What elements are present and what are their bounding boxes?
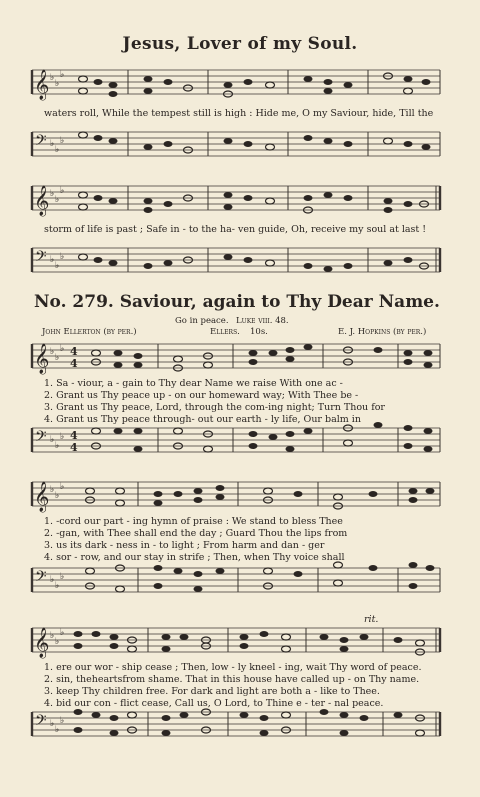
svg-text:♭: ♭ [50, 631, 55, 641]
svg-text:𝄢: 𝄢 [35, 248, 47, 269]
svg-text:♭: ♭ [60, 482, 65, 492]
svg-text:♭: ♭ [50, 719, 55, 729]
svg-text:𝄢: 𝄢 [35, 568, 47, 589]
author-credit: John Ellerton (by per.) [42, 327, 137, 337]
svg-text:𝄞: 𝄞 [34, 482, 50, 512]
svg-text:♭: ♭ [60, 344, 65, 354]
staff-hymn1-system2-treble [28, 182, 448, 222]
staff-hymn1-system2-bass [28, 242, 448, 282]
verse-1-system-1: 1. Sa - viour, a - gain to Thy dear Name we raise With one ac - [44, 378, 343, 389]
svg-text:♭: ♭ [55, 353, 60, 363]
hymn1-lyric-line-1: waters roll, While the tempest still is high : Hide me, O my Saviour, hide, Till the [44, 108, 434, 119]
svg-text:𝄞: 𝄞 [34, 628, 50, 658]
verse-2-system-2: 2. -gan, with Thee shall end the day ; Guard Thou the lips from [44, 528, 348, 539]
svg-text:4: 4 [70, 357, 78, 370]
svg-text:♭: ♭ [55, 637, 60, 647]
staff-hymn2-system2-bass [28, 562, 448, 604]
hymn1-lyric-line-2: storm of life is past ; Safe in - to the ha- ven guide, Oh, receive my soul at last ! [44, 224, 427, 235]
svg-text:♭: ♭ [50, 255, 55, 265]
svg-text:𝄢: 𝄢 [35, 132, 47, 153]
svg-text:♭: ♭ [55, 491, 60, 501]
svg-text:♭: ♭ [55, 195, 60, 205]
verse-3-system-3: 3. keep Thy children free. For dark and light are both a - like to Thee. [44, 686, 380, 697]
svg-text:♭: ♭ [60, 716, 65, 726]
svg-text:♭: ♭ [60, 252, 65, 262]
staff-hymn2-system1-treble [28, 340, 448, 380]
svg-text:♭: ♭ [55, 441, 60, 451]
verse-4-system-2: 4. sor - row, and our stay in strife ; Then, when Thy voice shall [44, 552, 345, 563]
verse-3-system-2: 3. us its dark - ness in - to light ; From harm and dan - ger [44, 540, 325, 551]
svg-text:4: 4 [70, 441, 78, 454]
svg-text:♭: ♭ [60, 432, 65, 442]
ritardando-marking: rit. [364, 614, 379, 625]
svg-text:♭: ♭ [50, 73, 55, 83]
staff-hymn2-system3-treble [28, 624, 448, 664]
svg-text:♭: ♭ [50, 139, 55, 149]
composer-credit: E. J. Hopkins (by per.) [338, 327, 427, 337]
hymn-title-jesus-lover: Jesus, Lover of my Soul. [122, 34, 358, 54]
svg-text:𝄞: 𝄞 [34, 70, 50, 100]
svg-text:♭: ♭ [50, 575, 55, 585]
svg-text:♭: ♭ [55, 261, 60, 271]
svg-text:4: 4 [70, 429, 78, 442]
verse-2-system-3: 2. sin, theheartsfrom shame. That in this house have called up - on Thy name. [44, 674, 420, 685]
verse-1-system-2: 1. -cord our part - ing hymn of praise : We stand to bless Thee [44, 516, 343, 527]
svg-text:♭: ♭ [60, 628, 65, 638]
svg-text:♭: ♭ [55, 145, 60, 155]
svg-text:♭: ♭ [50, 347, 55, 357]
verse-1-system-3: 1. ere our wor - ship cease ; Then, low - ly kneel - ing, wait Thy word of peace. [44, 662, 422, 673]
hymn-title-saviour-again: No. 279. Saviour, again to Thy Dear Name. [34, 292, 440, 312]
svg-text:♭: ♭ [50, 485, 55, 495]
verse-4-system-1: 4. Grant us Thy peace through- out our earth - ly life, Our balm in [44, 414, 361, 425]
staff-hymn1-system1-treble [28, 66, 448, 106]
svg-text:♭: ♭ [55, 581, 60, 591]
svg-text:♭: ♭ [55, 79, 60, 89]
svg-text:♭: ♭ [60, 186, 65, 196]
scripture-text: Go in peace. [175, 316, 229, 326]
staff-hymn1-system1-bass [28, 126, 448, 166]
scripture-reference: Luke viii. 48. [236, 316, 289, 326]
verse-3-system-1: 3. Grant us Thy peace, Lord, through the com-ing night; Turn Thou for [44, 402, 385, 413]
verse-2-system-1: 2. Grant us Thy peace up - on our homeward way; With Thee be - [44, 390, 359, 401]
svg-text:𝄞: 𝄞 [34, 344, 50, 374]
tune-name: Ellers. [210, 327, 240, 337]
svg-text:♭: ♭ [60, 70, 65, 80]
svg-text:4: 4 [70, 345, 78, 358]
svg-text:♭: ♭ [50, 189, 55, 199]
svg-text:♭: ♭ [60, 136, 65, 146]
svg-text:♭: ♭ [50, 435, 55, 445]
svg-text:♭: ♭ [60, 572, 65, 582]
meter: 10s. [250, 327, 268, 337]
svg-text:𝄢: 𝄢 [35, 712, 47, 733]
svg-text:♭: ♭ [55, 725, 60, 735]
svg-text:𝄢: 𝄢 [35, 428, 47, 449]
svg-text:𝄞: 𝄞 [34, 186, 50, 216]
staff-hymn2-system1-bass [28, 422, 448, 464]
staff-hymn2-system3-bass [28, 706, 448, 748]
staff-hymn2-system2-treble [28, 478, 448, 518]
verse-4-system-3: 4. bid our con - flict cease, Call us, O Lord, to Thine e - ter - nal peace. [44, 698, 384, 709]
